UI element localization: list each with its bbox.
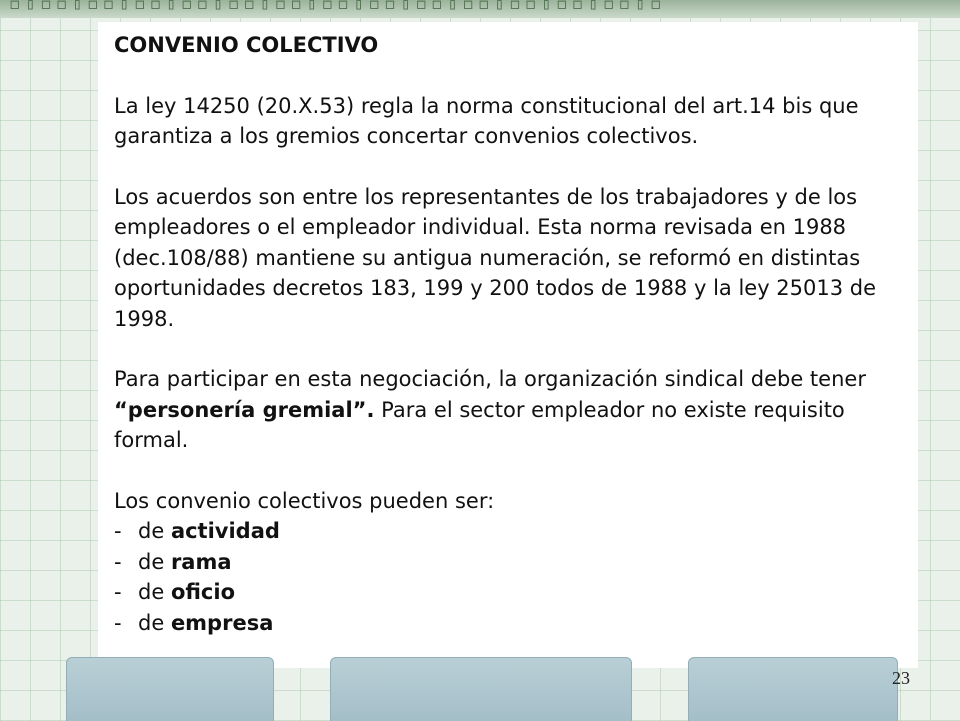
slide-title: CONVENIO COLECTIVO	[114, 33, 379, 57]
list-item	[114, 516, 914, 547]
list-item-prefix: de	[138, 580, 171, 604]
personeria-gremial-term: “personería gremial”.	[114, 397, 375, 422]
participation-text-end: Para el sector empleador no existe requisito formal.	[114, 397, 845, 452]
list-dash: -	[114, 580, 122, 604]
list-intro: Los convenio colectivos pueden ser:	[114, 488, 495, 513]
agreement-types-list	[114, 516, 914, 638]
participation-text-start: Para participar en esta negociación, la organización sindical debe tener	[114, 367, 866, 391]
list-item-prefix: de	[138, 519, 171, 543]
list-item	[114, 608, 914, 639]
list-item-term: actividad	[170, 519, 280, 543]
decorative-top-band	[0, 0, 960, 18]
decorative-tab-center	[330, 657, 632, 721]
page-number: 23	[892, 668, 910, 688]
list-item-term: oficio	[170, 580, 236, 604]
list-item	[114, 547, 914, 578]
list-dash: -	[114, 519, 122, 543]
list-item-prefix: de	[138, 610, 171, 635]
slide-content	[114, 30, 914, 638]
paragraph-law: La ley 14250 (20.X.53) regla la norma constitucional del art.14 bis que garantiza a los gremios concertar convenios colectivos.	[114, 93, 859, 148]
list-dash: -	[114, 610, 122, 635]
decorative-tab-right	[688, 657, 898, 721]
list-item-term: empresa	[170, 610, 274, 635]
paragraph-agreements: Los acuerdos son entre los representantes de los trabajadores y de los empleadores o el empleador individual. Esta norma revisada en 1988 (dec.108/88) mantiene su antigua numeración, se reformó en distintas oportunidades decretos 183, 199 y 200 todos de 1988 y la ley 25013 de 1998.	[114, 184, 877, 331]
list-item-term: rama	[170, 549, 232, 574]
list-item	[114, 577, 914, 608]
list-dash: -	[114, 549, 122, 574]
decorative-circuit-pattern: ◻▯◻◻▯◻◻▯◻◻▯◻◻▯◻◻▯◻◻▯◻◻▯◻◻▯◻◻▯◻◻▯◻◻▯◻◻▯◻◻▯◻	[10, 0, 667, 13]
decorative-tab-left	[66, 657, 274, 721]
list-item-prefix: de	[138, 549, 171, 574]
paragraph-participation	[114, 364, 914, 456]
